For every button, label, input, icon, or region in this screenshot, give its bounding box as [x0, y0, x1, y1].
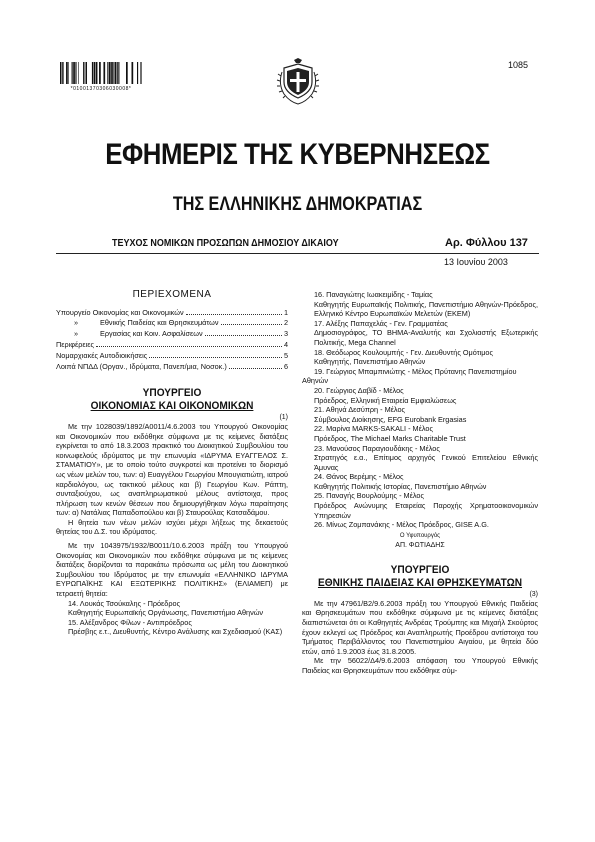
left-column: [56, 290, 288, 637]
member-description: Καθηγητής Πολιτικής Ιστορίας, Πανεπιστήμιο Αθηνών: [314, 481, 487, 491]
toc-leader: [221, 324, 282, 325]
member-name: 26. Μίνως Ζομπανάκης - Μέλος Πρόεδρος, GISE A.G.: [314, 520, 489, 530]
member-item: [56, 618, 288, 637]
greek-coat-of-arms-icon: [276, 58, 320, 108]
toc-heading: ΠΕΡΙΕΧΟΜΕΝΑ: [132, 289, 212, 300]
member-name: 24. Θάνος Βερέμης - Μέλος: [314, 472, 404, 482]
member-item: [302, 290, 538, 319]
barcode-bar: [63, 62, 64, 84]
member-name: 21. Αθηνά Δεσύπρη - Μέλος: [314, 405, 406, 415]
member-name: 20. Γεώργιος Δαβίδ - Μέλος: [314, 385, 404, 395]
toc-row: [56, 318, 288, 329]
member-item: [56, 599, 288, 618]
header-divider: [56, 253, 539, 254]
barcode-bar: [94, 62, 96, 84]
member-name: 16. Παναγιώτης Ιωακειμίδης - Ταμίας: [314, 290, 433, 299]
member-name: 22. Μαρίνα MARKS-SAKALI - Μέλος: [314, 424, 433, 434]
barcode-bar: [107, 62, 108, 84]
toc-label: Εθνικής Παιδείας και Θρησκευμάτων: [100, 318, 219, 328]
barcode-bar: [96, 62, 98, 84]
section1-paragraph-2: Η θητεία των νέων μελών ισχύει μέχρι λήξεως της δεκαετούς θητείας του Δ.Σ. του ιδρύματος.: [56, 517, 288, 537]
barcode-bar: [99, 62, 101, 84]
toc-leader: [149, 357, 282, 358]
section2-paragraph-1: Με την 47961/Β2/9.6.2003 πράξη του Υπουργού Εθνικής Παιδείας και Θρησκευμάτων που εκδόθηκε σύμφωνα με τις κείμενες διατάξεις διαπιστώνεται ότι οι Καθηγητές Ανδρέας Τρούμπης και Μιχαήλ Σκούρτος έχουν εκλεγεί ως Πρόεδρος και Αναπληρωτής Προέδρου αντίστοιχα του Τμήματος Περιβάλλοντος του Πανεπιστημίου Αιγαίου, με θητεία δύο ετών, από 1.9.2003 έως 31.8.2005.: [302, 598, 538, 656]
member-description: Πρόεδρος, Ελληνική Εταιρεία Εμφιαλώσεως: [314, 395, 457, 405]
toc-page: 1: [283, 307, 288, 317]
member-description: Δημοσιογράφος, ΤΟ ΒΗΜΑ-Αναλυτής και Σχολιαστής Εξωτερικής Πολιτικής, Mega Channel: [314, 328, 538, 347]
toc-label: Νομαρχιακές Αυτοδιοικήσεις: [56, 351, 148, 361]
member-item: [302, 319, 538, 348]
barcode-bar: [141, 62, 142, 84]
toc-row: [56, 340, 288, 351]
toc-row: [56, 329, 288, 340]
member-item: [302, 444, 538, 473]
member-list-left: [56, 599, 288, 637]
toc-ditto-mark: »: [73, 329, 79, 339]
toc-row: [56, 308, 288, 319]
member-list-right: [302, 290, 538, 530]
toc-leader: [205, 335, 282, 336]
barcode-bar: [72, 62, 73, 84]
member-name: 19. Γεώργιος Μπαμπινιώτης - Μέλος Πρύτανης Πανεπιστημίου Αθηνών: [302, 366, 517, 386]
barcode-bar: [85, 62, 86, 84]
member-item: [302, 424, 538, 443]
toc-page: 3: [283, 329, 288, 339]
page-number: 1085: [508, 60, 529, 70]
barcode-bar: [62, 62, 63, 84]
signature-name: ΑΠ. ΦΩΤΙΑΔΗΣ: [395, 541, 445, 549]
barcode-bar: [126, 62, 128, 84]
toc-page: 6: [283, 362, 288, 372]
member-item: [302, 491, 538, 520]
section2-paragraph-2: Με την 56022/Δ4/9.6.2003 απόφαση του Υπουργού Εθνικής Παιδείας και Θρησκευμάτων που εκδόθηκε σύμ-: [302, 656, 538, 675]
toc-leader: [96, 346, 282, 347]
toc-leader: [186, 314, 282, 315]
gazette-title: ΕΦΗΜΕΡΙΣ ΤΗΣ ΚΥΒΕΡΝΗΣΕΩΣ: [105, 138, 490, 171]
barcode-bar: [92, 62, 93, 84]
member-description: Πρέσβης ε.τ., Διευθυντής, Κέντρο Ανάλυσης και Σχεδιασμού (ΚΑΣ): [68, 627, 283, 637]
section2-title: ΕΘΝΙΚΗΣ ΠΑΙΔΕΙΑΣ ΚΑΙ ΘΡΗΣΚΕΥΜΑΤΩΝ: [317, 576, 523, 589]
member-item: [302, 386, 538, 405]
toc-page: 5: [283, 351, 288, 361]
member-name: 17. Αλέξης Παπαχελάς - Γεν. Γραμματέας: [314, 318, 448, 328]
barcode-bar: [78, 62, 79, 84]
barcode-bar: [132, 62, 134, 84]
section1-paragraph-1: Με την 1028039/1892/Α0011/4.6.2003 του Υπουργού Οικονομίας και Οικονομικών που εκδόθηκε σύμφωνα με τις κείμενες διατάξεις εγκρίνεται το από 18.3.2003 πρακτικό του Διοικητικού Συμβουλίου του κοινωφελούς ιδρύματος με την επωνυμία «ΙΔΡΥΜΑ ΕΥΑΓΓΕΛΟΣ Σ. ΣΤΑΜΑΤΙΟΥ», με το οποίο τούτο συγκροτεί και προτείνει το διορισμό ως νέων μελών του, των: α) Ευαγγέλου Γεωργίου Μπουγιατιώτη, ιατρού καρδιολόγου, ως τακτικού μέλους και β) Γεωργίου Κων. Ράπτη, συνταξιούχου, ως αναπληρωματικού μέλους αντίστοιχα, προς πλήρωση των κενών θέσεων που δημιουργήθηκαν λόγω παραίτησης των: α) Νατάλιας Παπαδοπούλου και β) Σταυρούλας Κατσαδάμου.: [56, 421, 288, 518]
barcode-bar: [113, 62, 114, 84]
barcode-bar: [86, 62, 87, 84]
signature-label: Ο Υφυπουργός: [399, 532, 441, 539]
member-item: [302, 348, 538, 367]
member-name: 18. Θεόδωρος Κουλουμπής - Γεν. Διευθυντής Ομότιμος: [314, 347, 493, 357]
barcode-bar: [140, 62, 141, 84]
toc-label: Λοιπά ΝΠΔΔ (Οργαν., Ιδρύματα, Πανεπ/μια, Νοσοκ.): [56, 362, 227, 372]
member-item: [302, 405, 538, 424]
table-of-contents: [56, 308, 288, 373]
member-name: 25. Παναγής Βουρλούμης - Μέλος: [314, 491, 424, 501]
issue-date: 13 Ιουνίου 2003: [444, 257, 508, 267]
right-column: [302, 290, 538, 676]
section1-title: ΟΙΚΟΝΟΜΙΑΣ ΚΑΙ ΟΙΚΟΝΟΜΙΚΩΝ: [90, 399, 254, 412]
barcode-bar: [66, 62, 68, 84]
barcode-bar: [103, 62, 105, 84]
member-description: Καθηγητής Ευρωπαϊκής Οργάνωσης, Πανεπιστήμιο Αθηνών: [68, 608, 264, 618]
member-name: 15. Αλέξανδρος Φίλων - Αντιπρόεδρος: [68, 617, 192, 627]
barcode-bar: [137, 62, 138, 84]
section1-ministry: ΥΠΟΥΡΓΕΙΟ: [142, 386, 202, 399]
barcode-bar: [75, 62, 76, 84]
member-name: 14. Λουκάς Τσούκαλης - Πρόεδρος: [68, 598, 181, 608]
barcode-bar: [73, 62, 75, 84]
barcode-number: *01001370306030008*: [70, 86, 132, 92]
gazette-subtitle: ΤΗΣ ΕΛΛΗΝΙΚΗΣ ΔΗΜΟΚΡΑΤΙΑΣ: [172, 194, 423, 215]
toc-ditto-mark: »: [73, 318, 79, 328]
barcode-bar: [68, 62, 69, 84]
member-item: [302, 472, 538, 491]
member-item: [302, 367, 538, 386]
toc-row: [56, 351, 288, 362]
member-description: Πρόεδρος Ανώνυμης Εταιρείας Παροχής Χρηματοοικονομικών Υπηρεσιών: [314, 501, 538, 520]
member-name: 23. Μανούσος Παραγιουδάκης - Μέλος: [314, 443, 440, 453]
toc-page: 4: [283, 340, 288, 350]
barcode-bar: [114, 62, 116, 84]
issue-number: Αρ. Φύλλου 137: [445, 237, 528, 249]
barcode-bar: [83, 62, 84, 84]
toc-row: [56, 362, 288, 373]
barcode: [60, 62, 142, 84]
toc-label: Περιφέρειες: [56, 340, 95, 350]
toc-label: Υπουργείο Οικονομίας και Οικονομικών: [56, 307, 184, 317]
barcode-bar: [60, 62, 61, 84]
member-description: Καθηγητής, Πανεπιστήμιο Αθηνών: [314, 357, 426, 367]
barcode-bar: [109, 62, 111, 84]
section2-number: (3): [529, 590, 538, 598]
toc-leader: [229, 368, 282, 369]
section1-paragraph-3: Με την 1043975/1932/Β0011/10.6.2003 πράξη του Υπουργού Οικονομίας και Οικονομικών που εκδόθηκε σύμφωνα με τις κείμενες διατάξεις διορίζονται τα παρακάτω πρόσωπα ως μέλη του Διοικητικού Συμβουλίου του Ιδρύματος με την επωνυμία «ΕΛΛΗΝΙΚΟ ΙΔΡΥΜΑ ΕΥΡΩΠΑΪΚΗΣ ΚΑΙ ΕΞΩΤΕΡΙΚΗΣ ΠΟΛΙΤΙΚΗΣ» (ΕΛΙΑΜΕΠ) με τετραετή θητεία:: [56, 541, 288, 599]
member-description: Καθηγητής Ευρωπαϊκής Πολιτικής, Πανεπιστήμιο Αθηνών-Πρόεδρος, Ελληνικό Κέντρο Ευρωπαϊκών Μελετών (ΕΚΕΜ): [314, 299, 538, 319]
barcode-bar: [118, 62, 119, 84]
member-description: Σύμβουλος Διοίκησης, EFG Eurobank Ergasias: [314, 414, 467, 424]
member-item: [302, 520, 538, 530]
barcode-bar: [117, 62, 118, 84]
section2-ministry: ΥΠΟΥΡΓΕΙΟ: [390, 563, 450, 576]
member-description: Πρόεδρος, The Michael Marks Charitable Trust: [314, 433, 466, 443]
member-description: Στρατηγός ε.α., Επίτιμος αρχηγός Γενικού Επιτελείου Εθνικής Άμυνας: [314, 453, 538, 472]
section1-number: (1): [279, 413, 288, 421]
issue-category: ΤΕΥΧΟΣ ΝΟΜΙΚΩΝ ΠΡΟΣΩΠΩΝ ΔΗΜΟΣΙΟΥ ΔΙΚΑΙΟΥ: [112, 238, 339, 249]
barcode-bar: [111, 62, 113, 84]
toc-page: 2: [283, 318, 288, 328]
toc-label: Εργασίας και Κοιν. Ασφαλίσεων: [100, 329, 203, 339]
